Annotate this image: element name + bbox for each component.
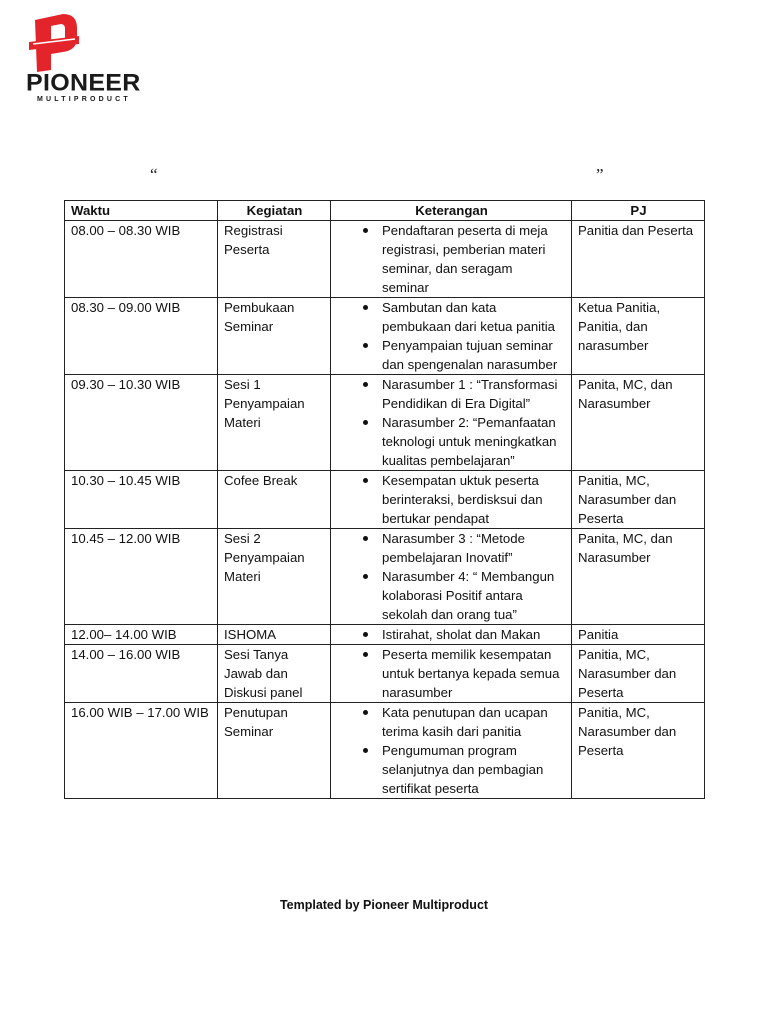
cell-pj: Panitia, MC, Narasumber dan Peserta xyxy=(572,645,705,703)
cell-pj: Panita, MC, dan Narasumber xyxy=(572,375,705,471)
cell-pj: Panitia xyxy=(572,625,705,645)
title-open-quote: “ xyxy=(150,165,158,184)
header-waktu: Waktu xyxy=(65,201,218,221)
list-item: Narasumber 4: “ Membangun kolaborasi Positif antara sekolah dan orang tua” xyxy=(337,567,566,624)
cell-waktu: 12.00– 14.00 WIB xyxy=(65,625,218,645)
cell-pj: Panita, MC, dan Narasumber xyxy=(572,529,705,625)
table-row xyxy=(65,471,705,529)
table-row xyxy=(65,625,705,645)
table-header-row xyxy=(65,201,705,221)
cell-keterangan xyxy=(331,529,572,625)
table-row xyxy=(65,645,705,703)
table-row xyxy=(65,529,705,625)
schedule-table xyxy=(64,200,705,799)
footer-credit: Templated by Pioneer Multiproduct xyxy=(279,898,489,912)
cell-keterangan xyxy=(331,645,572,703)
cell-kegiatan: Sesi 2 Penyampaian Materi xyxy=(218,529,331,625)
cell-keterangan xyxy=(331,703,572,799)
cell-keterangan xyxy=(331,375,572,471)
cell-kegiatan: Penutupan Seminar xyxy=(218,703,331,799)
table-row xyxy=(65,298,705,375)
cell-pj: Panitia, MC, Narasumber dan Peserta xyxy=(572,471,705,529)
cell-kegiatan: Sesi 1 Penyampaian Materi xyxy=(218,375,331,471)
cell-waktu: 10.45 – 12.00 WIB xyxy=(65,529,218,625)
logo-sub-text: MULTIPRODUCT xyxy=(37,96,131,103)
list-item: Narasumber 2: “Pemanfaatan teknologi untuk meningkatkan kualitas pembelajaran” xyxy=(337,413,566,470)
header-keterangan: Keterangan xyxy=(331,201,572,221)
cell-pj: Panitia dan Peserta xyxy=(572,221,705,298)
cell-keterangan xyxy=(331,625,572,645)
cell-keterangan xyxy=(331,298,572,375)
cell-waktu: 08.30 – 09.00 WIB xyxy=(65,298,218,375)
pioneer-p-logo-icon xyxy=(29,12,81,74)
cell-kegiatan: Cofee Break xyxy=(218,471,331,529)
logo-brand-text: PIONEER xyxy=(26,69,141,97)
cell-kegiatan: ISHOMA xyxy=(218,625,331,645)
cell-kegiatan: Pembukaan Seminar xyxy=(218,298,331,375)
header-kegiatan: Kegiatan xyxy=(218,201,331,221)
list-item: Pendaftaran peserta di meja registrasi, pemberian materi seminar, dan seragam seminar xyxy=(337,221,566,297)
cell-waktu: 14.00 – 16.00 WIB xyxy=(65,645,218,703)
list-item: Kesempatan uktuk peserta berinteraksi, berdisksui dan bertukar pendapat xyxy=(337,471,566,528)
cell-kegiatan: Registrasi Peserta xyxy=(218,221,331,298)
table-row xyxy=(65,703,705,799)
table-row xyxy=(65,375,705,471)
header-pj: PJ xyxy=(572,201,705,221)
list-item: Narasumber 1 : “Transformasi Pendidikan di Era Digital” xyxy=(337,375,566,413)
list-item: Sambutan dan kata pembukaan dari ketua panitia xyxy=(337,298,566,336)
list-item: Pengumuman program selanjutnya dan pembagian sertifikat peserta xyxy=(337,741,566,798)
list-item: Kata penutupan dan ucapan terima kasih dari panitia xyxy=(337,703,566,741)
table-row xyxy=(65,221,705,298)
list-item: Narasumber 3 : “Metode pembelajaran Inovatif” xyxy=(337,529,566,567)
cell-waktu: 08.00 – 08.30 WIB xyxy=(65,221,218,298)
cell-keterangan xyxy=(331,471,572,529)
cell-waktu: 16.00 WIB – 17.00 WIB xyxy=(65,703,218,799)
cell-waktu: 10.30 – 10.45 WIB xyxy=(65,471,218,529)
title-close-quote: ” xyxy=(596,165,604,184)
list-item: Istirahat, sholat dan Makan xyxy=(337,625,566,644)
list-item: Peserta memilik kesempatan untuk bertanya kepada semua narasumber xyxy=(337,645,566,702)
cell-waktu: 09.30 – 10.30 WIB xyxy=(65,375,218,471)
pioneer-logo xyxy=(26,12,156,103)
cell-pj: Panitia, MC, Narasumber dan Peserta xyxy=(572,703,705,799)
cell-pj: Ketua Panitia, Panitia, dan narasumber xyxy=(572,298,705,375)
cell-kegiatan: Sesi Tanya Jawab dan Diskusi panel xyxy=(218,645,331,703)
list-item: Penyampaian tujuan seminar dan spengenalan narasumber xyxy=(337,336,566,374)
cell-keterangan xyxy=(331,221,572,298)
